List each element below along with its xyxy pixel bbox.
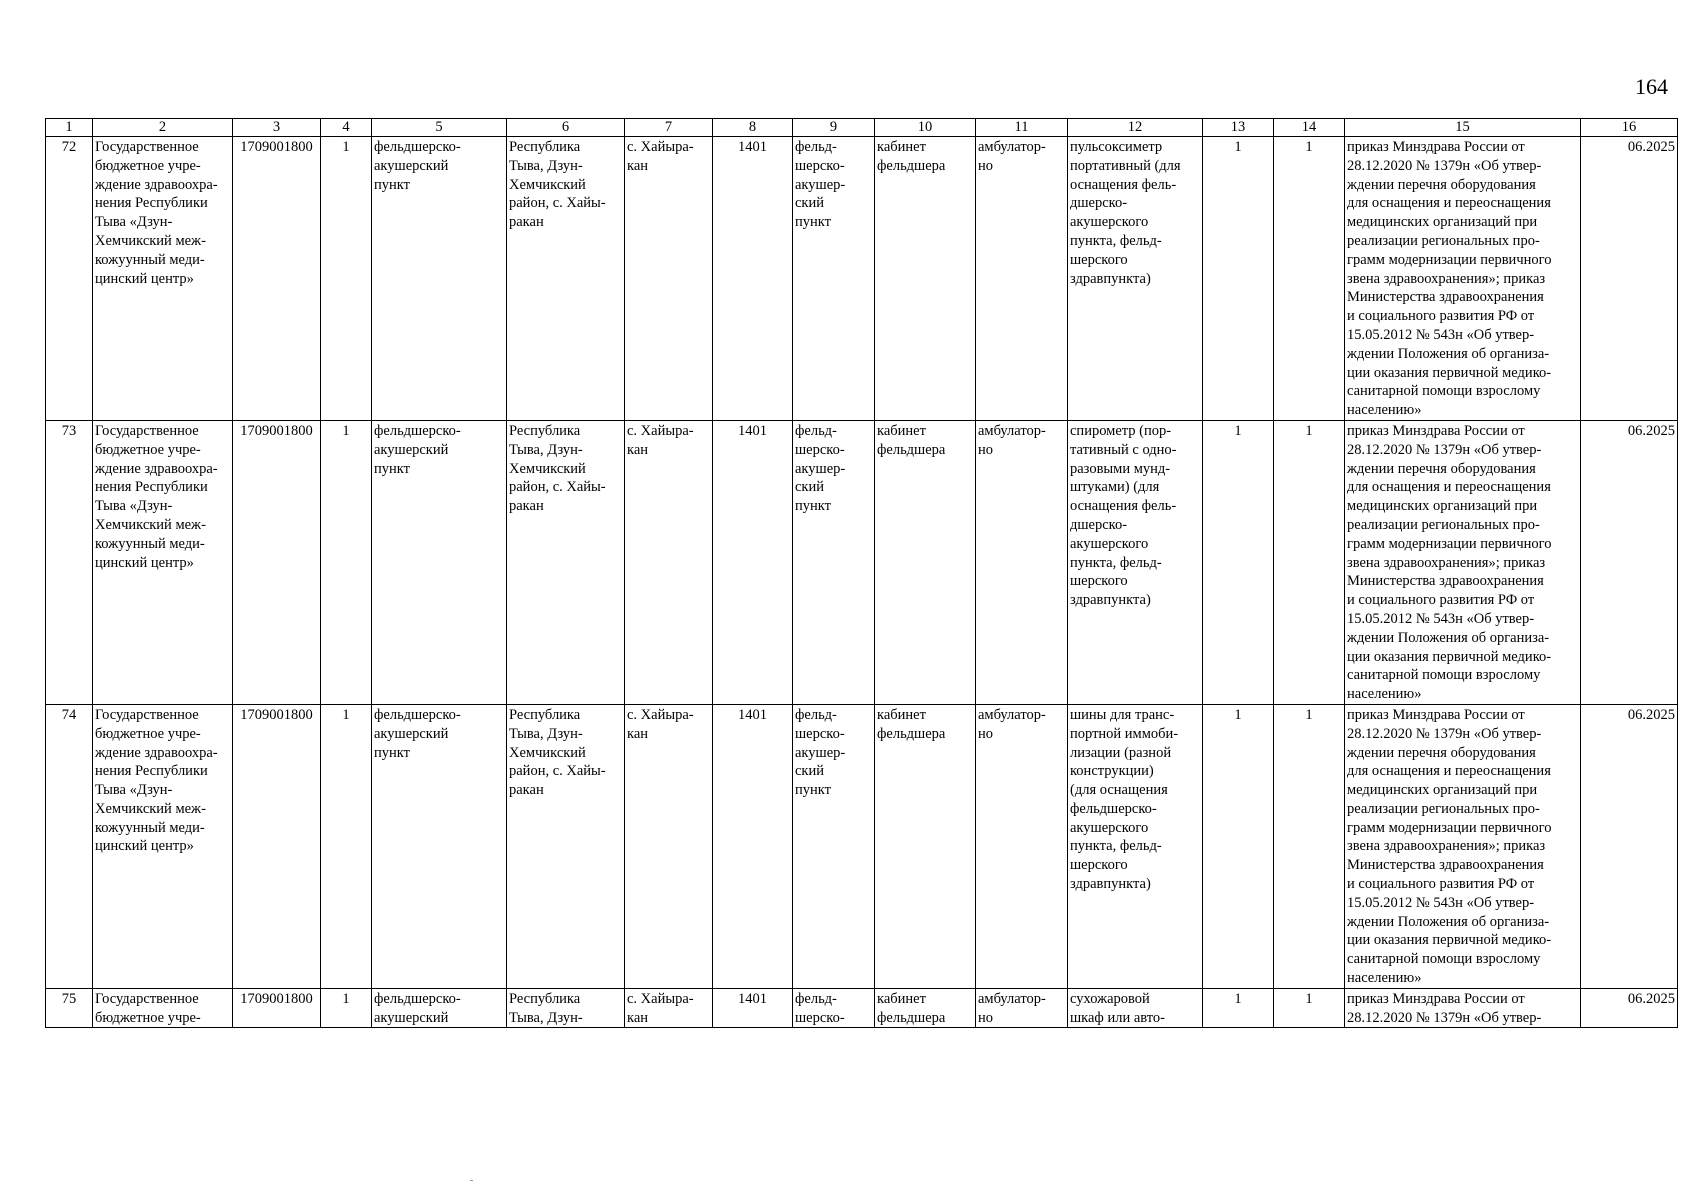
equipment-name: сухожаровой шкаф или авто- [1068,988,1203,1028]
column-number: 12 [1068,119,1203,137]
column-number: 9 [793,119,875,137]
equipment-name: шины для транс- портной иммоби- лизации (разной конструкции) (для оснащения фельдшерско- акушерского пункта, фельд- шерского здравпункта) [1068,704,1203,988]
code: 1401 [713,137,793,421]
room: кабинет фельдшера [875,988,976,1028]
room: кабинет фельдшера [875,704,976,988]
column-number: 5 [372,119,507,137]
unit-type: фельдшерско- акушерский пункт [372,420,507,704]
column-number: 14 [1274,119,1345,137]
column-number: 13 [1203,119,1274,137]
quantity: 1 [321,988,372,1028]
address: Республика Тыва, Дзун- [507,988,625,1028]
org-code: 1709001800 [233,420,321,704]
address: Республика Тыва, Дзун- Хемчикский район, с. Хайы- ракан [507,137,625,421]
column-14-value: 1 [1274,704,1345,988]
page-number: 164 [1635,74,1668,99]
scan-artifact [470,1180,473,1181]
row-number: 73 [46,420,93,704]
column-14-value: 1 [1274,420,1345,704]
column-14-value: 1 [1274,988,1345,1028]
column-number: 16 [1581,119,1678,137]
institution-name: Государственное бюджетное учре- ждение здравоохра- нения Республики Тыва «Дзун- Хемчикский меж- кожуунный меди- цинский центр» [93,704,233,988]
code: 1401 [713,420,793,704]
locality: с. Хайыра- кан [625,704,713,988]
org-code: 1709001800 [233,704,321,988]
legal-basis: приказ Минздрава России от 28.12.2020 № 1379н «Об утвер- ждении перечня оборудования для оснащения и переоснащения медицинских организаций при реализации региональных про- грамм модернизации первичного звена здравоохранения»; приказ Министерства здравоохранения и социального развития РФ от 15.05.2012 № 543н «Об утвер- ждении Положения об организа- ции оказания первичной медико- санитарной помощи взрослому населению» [1345,137,1581,421]
column-13-value: 1 [1203,420,1274,704]
locality: с. Хайыра- кан [625,420,713,704]
room: кабинет фельдшера [875,420,976,704]
column-number: 7 [625,119,713,137]
subdivision: фельд- шерско- [793,988,875,1028]
column-number: 15 [1345,119,1581,137]
column-13-value: 1 [1203,704,1274,988]
institution-name: Государственное бюджетное учре- ждение здравоохра- нения Республики Тыва «Дзун- Хемчикский меж- кожуунный меди- цинский центр» [93,137,233,421]
org-code: 1709001800 [233,988,321,1028]
unit-type: фельдшерско- акушерский [372,988,507,1028]
row-number: 74 [46,704,93,988]
column-number: 6 [507,119,625,137]
code: 1401 [713,704,793,988]
column-number: 8 [713,119,793,137]
equipment-name: спирометр (пор- тативный с одно- разовыми мунд- штуками) (для оснащения фель- дшерско- акушерского пункта, фельд- шерского здравпункта) [1068,420,1203,704]
column-number: 2 [93,119,233,137]
column-number-row [46,119,1678,137]
date: 06.2025 [1581,137,1678,421]
date: 06.2025 [1581,704,1678,988]
date: 06.2025 [1581,988,1678,1028]
row-number: 72 [46,137,93,421]
address: Республика Тыва, Дзун- Хемчикский район, с. Хайы- ракан [507,704,625,988]
column-number: 10 [875,119,976,137]
subdivision: фельд- шерско- акушер- ский пункт [793,420,875,704]
equipment-table [45,118,1678,1028]
table-row [46,420,1678,704]
table-row [46,704,1678,988]
legal-basis: приказ Минздрава России от 28.12.2020 № 1379н «Об утвер- ждении перечня оборудования для оснащения и переоснащения медицинских организаций при реализации региональных про- грамм модернизации первичного звена здравоохранения»; приказ Министерства здравоохранения и социального развития РФ от 15.05.2012 № 543н «Об утвер- ждении Положения об организа- ции оказания первичной медико- санитарной помощи взрослому населению» [1345,704,1581,988]
quantity: 1 [321,704,372,988]
care-mode: амбулатор- но [976,988,1068,1028]
locality: с. Хайыра- кан [625,988,713,1028]
address: Республика Тыва, Дзун- Хемчикский район, с. Хайы- ракан [507,420,625,704]
room: кабинет фельдшера [875,137,976,421]
unit-type: фельдшерско- акушерский пункт [372,137,507,421]
care-mode: амбулатор- но [976,420,1068,704]
row-number: 75 [46,988,93,1028]
legal-basis: приказ Минздрава России от 28.12.2020 № 1379н «Об утвер- ждении перечня оборудования для оснащения и переоснащения медицинских организаций при реализации региональных про- грамм модернизации первичного звена здравоохранения»; приказ Министерства здравоохранения и социального развития РФ от 15.05.2012 № 543н «Об утвер- ждении Положения об организа- ции оказания первичной медико- санитарной помощи взрослому населению» [1345,420,1581,704]
table-row [46,137,1678,421]
subdivision: фельд- шерско- акушер- ский пункт [793,137,875,421]
quantity: 1 [321,420,372,704]
org-code: 1709001800 [233,137,321,421]
unit-type: фельдшерско- акушерский пункт [372,704,507,988]
column-14-value: 1 [1274,137,1345,421]
column-number: 11 [976,119,1068,137]
institution-name: Государственное бюджетное учре- ждение здравоохра- нения Республики Тыва «Дзун- Хемчикский меж- кожуунный меди- цинский центр» [93,420,233,704]
care-mode: амбулатор- но [976,704,1068,988]
subdivision: фельд- шерско- акушер- ский пункт [793,704,875,988]
quantity: 1 [321,137,372,421]
column-13-value: 1 [1203,988,1274,1028]
institution-name: Государственное бюджетное учре- [93,988,233,1028]
column-number: 4 [321,119,372,137]
table-row [46,988,1678,1028]
column-number: 1 [46,119,93,137]
column-number: 3 [233,119,321,137]
date: 06.2025 [1581,420,1678,704]
care-mode: амбулатор- но [976,137,1068,421]
legal-basis: приказ Минздрава России от 28.12.2020 № 1379н «Об утвер- [1345,988,1581,1028]
equipment-name: пульсоксиметр портативный (для оснащения фель- дшерско- акушерского пункта, фельд- шерского здравпункта) [1068,137,1203,421]
code: 1401 [713,988,793,1028]
locality: с. Хайыра- кан [625,137,713,421]
column-13-value: 1 [1203,137,1274,421]
